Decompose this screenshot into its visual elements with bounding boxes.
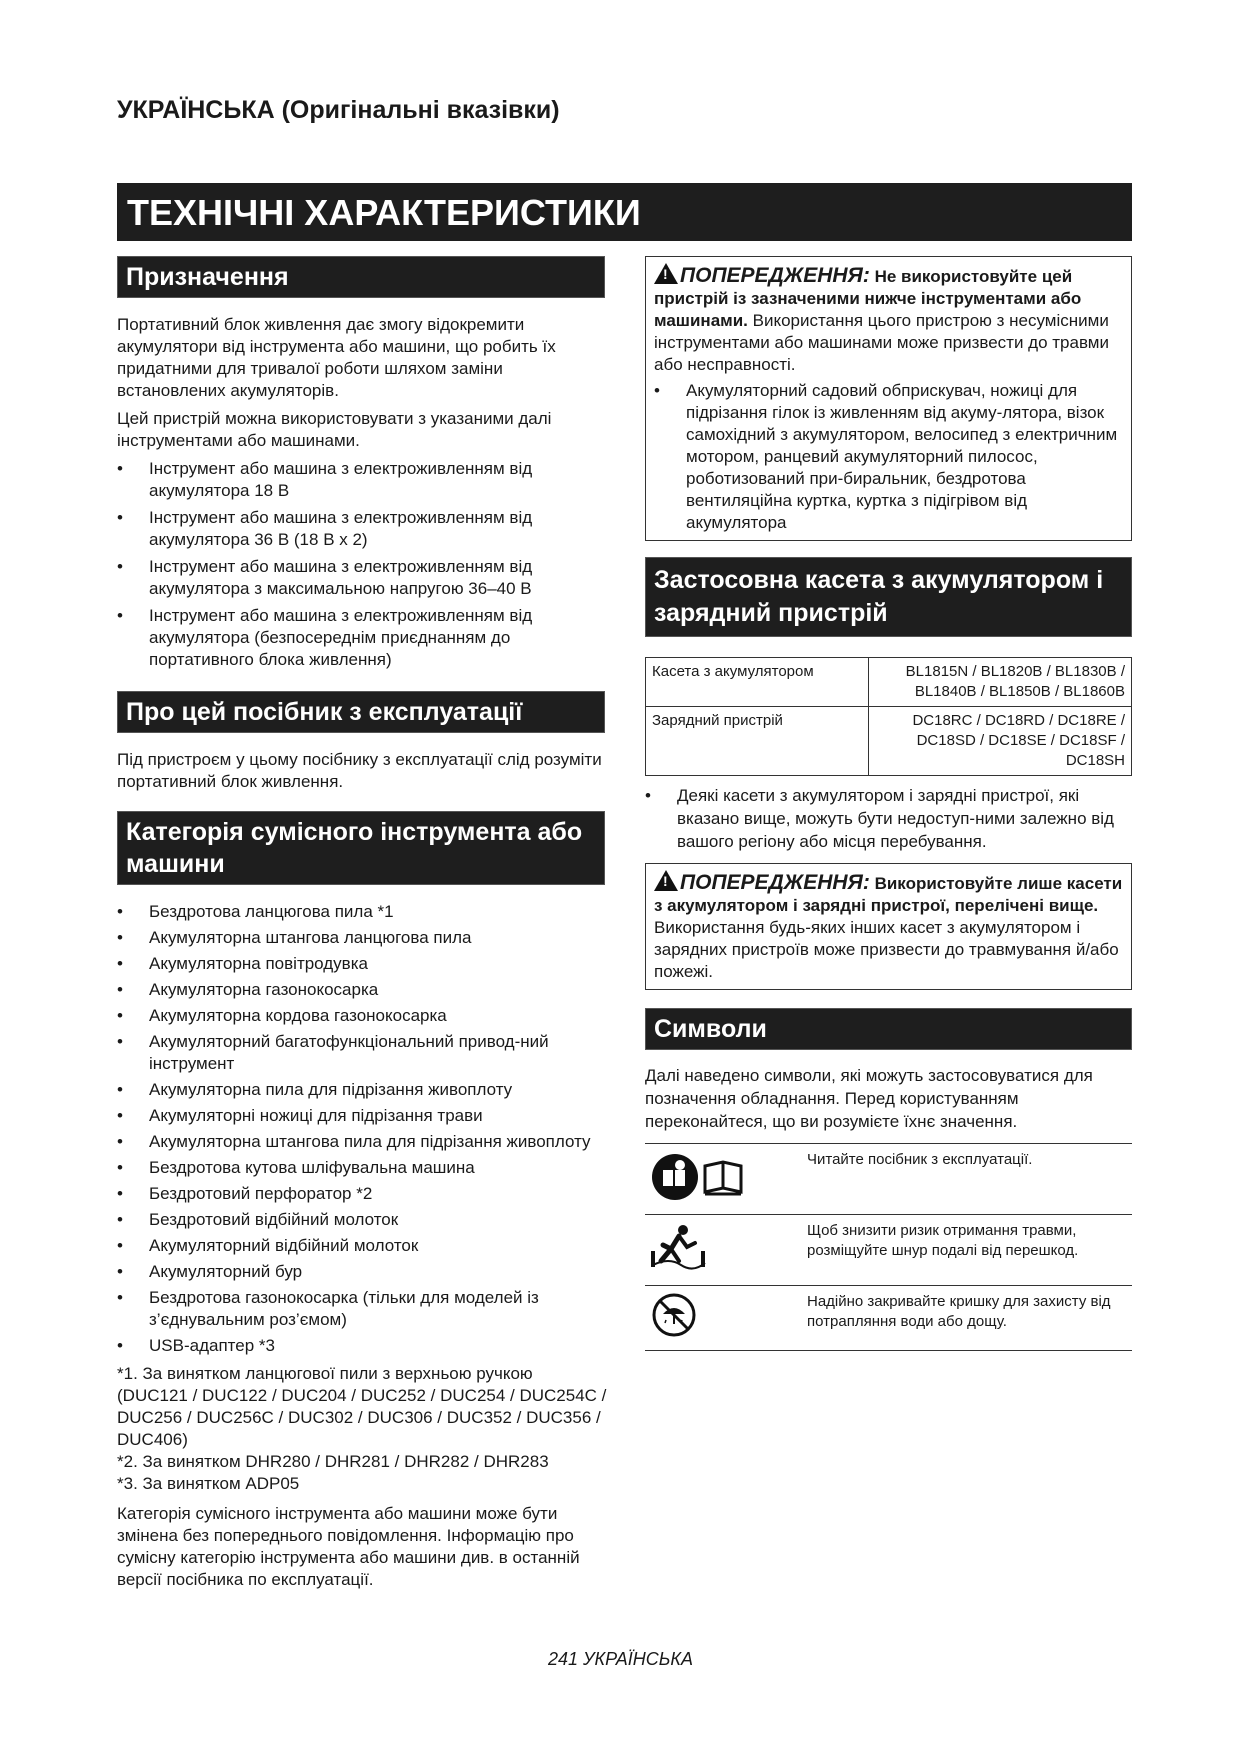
list-item: • Інструмент або машина з електроживленням від акумулятора 36 В (18 В x 2) [117,507,607,551]
list-item: • Акумуляторний відбійний молоток [117,1235,607,1257]
category-notes [117,1363,607,1495]
list-item: • Акумуляторна повітродувка [117,953,607,975]
symbols-intro: Далі наведено символи, які можуть застосовуватися для позначення обладнання. Перед користуванням переконайтеся, що ви розумієте їхнє значення. [645,1066,1093,1131]
no-rain-icon [649,1292,699,1338]
warning-text [654,870,1123,983]
warning-bold-text: Не використовуйте цей пристрій із зазначеними нижче інструментами або машинами. [654,267,1082,330]
symbol-cell [645,1215,803,1286]
battery-charger-table [645,657,1132,776]
list-item: • Бездротова ланцюгова пила *1 [117,901,607,923]
list-item: • Бездротова газонокосарка (тільки для моделей із з’єднувальним роз’ємом) [117,1287,607,1331]
list-item: • Акумуляторний багатофункціональний привод-ний інструмент [117,1031,607,1075]
table-row [645,1215,1132,1286]
table-cell-label: Касета з акумулятором [646,658,869,707]
table-cell-value: DC18RC / DC18RD / DC18RE / DC18SD / DC18SE / DC18SF / DC18SH [869,707,1132,776]
battery-note-list [645,784,1132,853]
section-about-title: Про цей посібник з експлуатації [117,691,605,733]
read-manual-icon [649,1150,759,1202]
symbols-table [645,1143,1132,1351]
list-item: • Акумуляторна штангова пила для підрізання живоплоту [117,1131,607,1153]
symbol-cell [645,1144,803,1215]
main-title-banner: ТЕХНІЧНІ ХАРАКТЕРИСТИКИ [117,183,1132,241]
purpose-list [117,458,607,671]
list-item: • USB-адаптер *3 [117,1335,607,1357]
symbol-cell [645,1286,803,1351]
footnote-1: *1. За винятком ланцюгової пили з верхньою ручкою (DUC121 / DUC122 / DUC204 / DUC252 / DUC254 / DUC254C / DUC256 / DUC256C / DUC302 / DUC306 / DUC352 / DUC356 / DUC406) [117,1364,607,1449]
list-item: • Деякі касети з акумулятором і зарядні пристрої, які вказано вище, можуть бути недоступ-ними залежно від вашого регіону або місця перебування. [645,784,1132,853]
purpose-paragraph-2: Цей пристрій можна використовувати з указаними далі інструментами або машинами. [117,409,552,450]
list-item: • Акумуляторна пила для підрізання живоплоту [117,1079,607,1101]
section-symbols-title: Символи [645,1008,1132,1050]
language-title: УКРАЇНСЬКА (Оригінальні вказівки) [117,96,560,124]
footnote-2: *2. За винятком DHR280 / DHR281 / DHR282 / DHR283 [117,1452,549,1471]
purpose-paragraph-1: Портативний блок живлення дає змогу відокремити акумулятори від інструмента або машини, що робить їх придатними для тривалої роботи шляхом заміни встановлених акумуляторів. [117,315,556,400]
table-row [646,658,1132,707]
page-footer: 241 УКРАЇНСЬКА [547,1649,694,1669]
list-item: • Інструмент або машина з електроживленням від акумулятора з максимальною напругою 36–40 В [117,556,607,600]
right-column [645,256,1132,1351]
symbol-description: Щоб знизити ризик отримання травми, розміщуйте шнур подалі від перешкод. [803,1215,1132,1286]
section-category-title: Категорія сумісного інструмента або машини [117,811,605,885]
section-battery-title: Застосовна касета з акумулятором і зарядний пристрій [645,557,1132,637]
list-item: • Бездротовий відбійний молоток [117,1209,607,1231]
list-item: • Інструмент або машина з електроживленням від акумулятора 18 В [117,458,607,502]
about-paragraph: Під пристроєм у цьому посібнику з експлуатації слід розуміти портативний блок живлення. [117,750,602,791]
table-row [645,1286,1132,1351]
footnote-3: *3. За винятком ADP05 [117,1474,300,1493]
symbol-description: Надійно закривайте кришку для захисту від потрапляння води або дощу. [803,1286,1132,1351]
list-item: • Бездротова кутова шліфувальна машина [117,1157,607,1179]
warning-triangle-icon: ! [654,263,678,284]
warning-label: ПОПЕРЕДЖЕННЯ: [680,264,870,287]
left-column [117,256,607,1591]
warning-label: ПОПЕРЕДЖЕННЯ: [680,871,870,894]
category-paragraph-end: Категорія сумісного інструмента або машини може бути змінена без попереднього повідомлення. Інформацію про сумісну категорію інструмента або машини див. в останній версії посібника по експлуатації. [117,1504,580,1589]
list-item: • Акумуляторний садовий обприскувач, ножиці для підрізання гілок із живленням від акуму-лятора, візок самохідний з акумулятором, велосипед з електричним мотором, ранцевий акумуляторний пилосос, роботизований при-биральник, бездротова вентиляційна куртка, куртка з підігрівом від акумулятора [654,380,1123,534]
category-list [117,901,607,1357]
warning-box-incompatible [645,256,1132,541]
list-item: • Акумуляторний бур [117,1261,607,1283]
trip-hazard-icon [649,1221,709,1273]
section-purpose-title: Призначення [117,256,605,298]
incompatible-list [654,380,1123,534]
list-item: • Акумуляторна газонокосарка [117,979,607,1001]
warning-bold-text: Використовуйте лише касети з акумулятором і зарядні пристрої, перелічені вище. [654,874,1123,915]
warning-body-text: Використання цього пристрою з несумісними інструментами або машинами може призвести до травми або несправності. [654,311,1109,374]
warning-text [654,263,1123,376]
table-cell-value: BL1815N / BL1820B / BL1830B / BL1840B / BL1850B / BL1860B [869,658,1132,707]
list-item: • Інструмент або машина з електроживленням від акумулятора (безпосереднім приєднанням до портативного блока живлення) [117,605,607,671]
table-row [645,1144,1132,1215]
list-item: • Бездротовий перфоратор *2 [117,1183,607,1205]
table-cell-label: Зарядний пристрій [646,707,869,776]
list-item: • Акумуляторна кордова газонокосарка [117,1005,607,1027]
table-row [646,707,1132,776]
warning-triangle-icon: ! [654,870,678,891]
list-item: • Акумуляторні ножиці для підрізання трави [117,1105,607,1127]
warning-box-batteries [645,863,1132,990]
warning-body-text: Використання будь-яких інших касет з акумулятором і зарядних пристроїв може призвести до травмування й/або пожежі. [654,918,1119,981]
list-item: • Акумуляторна штангова ланцюгова пила [117,927,607,949]
symbol-description: Читайте посібник з експлуатації. [803,1144,1132,1215]
